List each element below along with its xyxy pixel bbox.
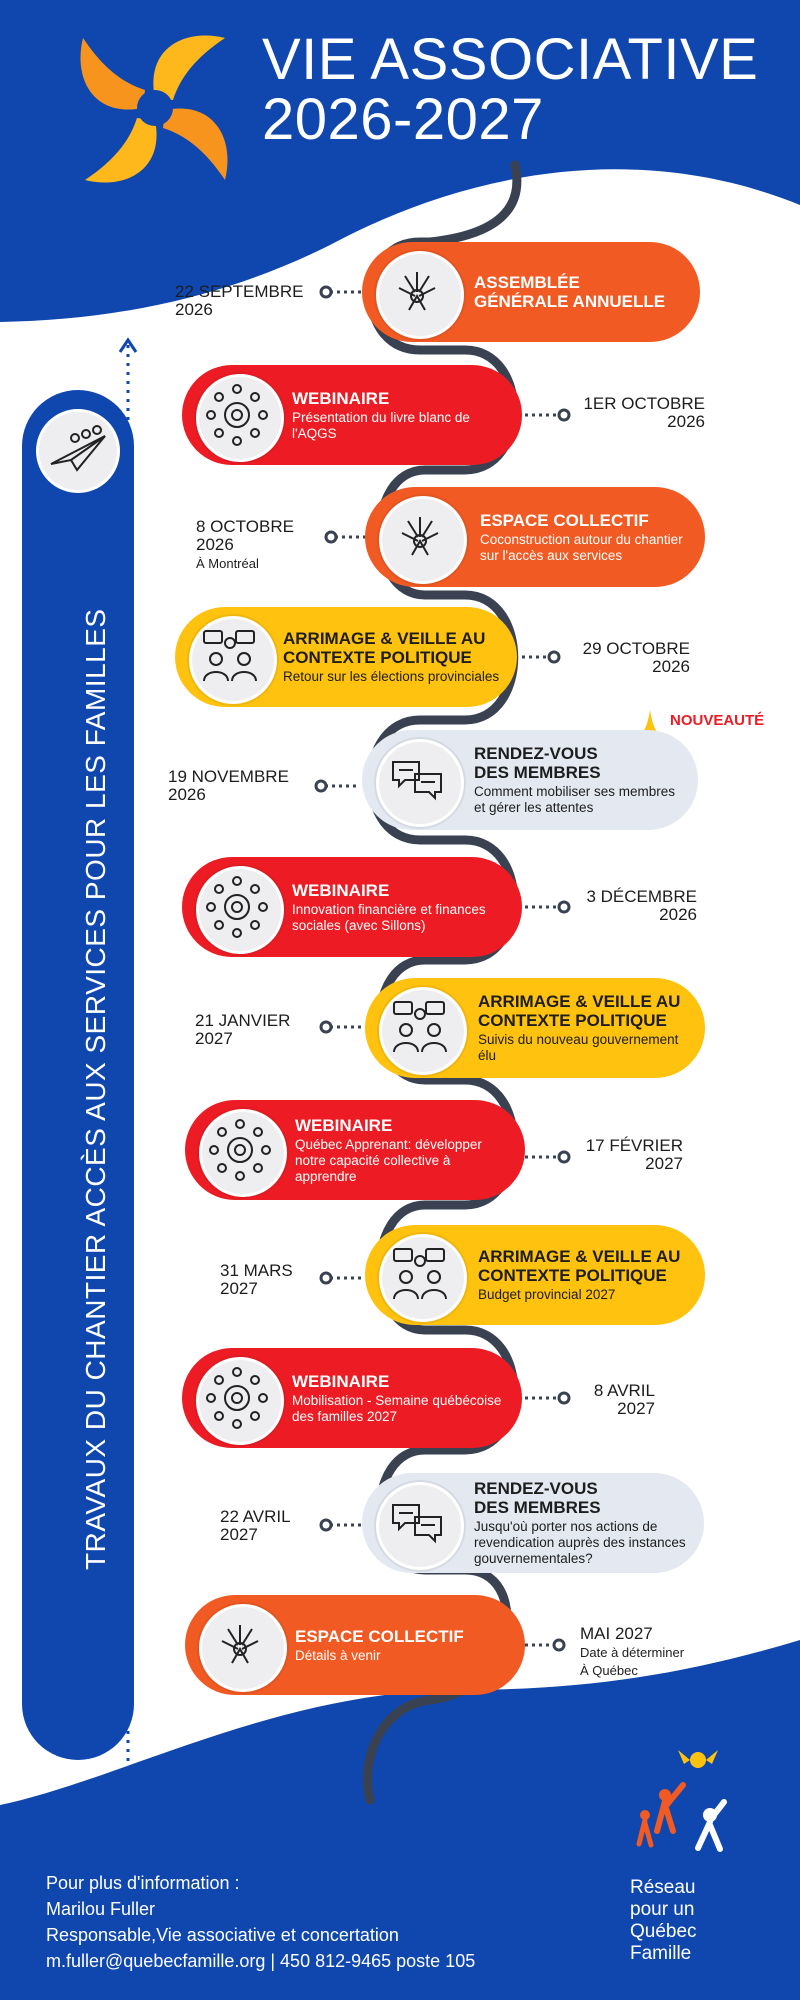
event-description: Suivis du nouveau gouvernement élu: [478, 1032, 679, 1063]
event-description: Innovation financière et finances sociales (avec Sillons): [292, 901, 486, 933]
org-line-2: pour un: [630, 1899, 695, 1920]
event-card-7: [365, 978, 705, 1078]
org-line-4: Famille: [630, 1943, 692, 1964]
page-title: [262, 27, 759, 152]
event-description: Coconstruction autour du chantier sur l'accès aux services: [480, 531, 683, 563]
event-date-3: 8 OCTOBRE 2026 À Montréal: [196, 517, 294, 571]
event-date-9b: 8 AVRIL 2027: [593, 1381, 655, 1418]
sidebar-label: TRAVAUX DU CHANTIER ACCÈS AUX SERVICES POUR LES FAMILLES: [80, 608, 111, 1570]
contact-email-phone[interactable]: m.fuller@quebecfamille.org | 450 812-9465 poste 105: [46, 1951, 476, 1971]
network-gear-icon: [199, 1109, 287, 1197]
event-card-4: [175, 607, 517, 707]
event-date-8: 17 FÉVRIER 2027: [585, 1136, 683, 1173]
event-title: WEBINAIRE: [295, 1115, 393, 1135]
event-title: ARRIMAGE & VEILLE AU CONTEXTE POLITIQUE: [478, 1247, 681, 1285]
org-line-3: Québec: [630, 1921, 697, 1942]
event-date-4: 29 OCTOBRE 2026: [582, 639, 690, 676]
event-date-1: 22 SEPTEMBRE 2026: [175, 282, 304, 319]
contact-name: Marilou Fuller: [46, 1899, 156, 1919]
event-date-6: 3 DÉCEMBRE 2026: [586, 887, 697, 924]
event-description: Comment mobiliser ses membres et gérer les attentes: [474, 784, 676, 815]
title-line-1: VIE ASSOCIATIVE: [262, 27, 759, 92]
event-date-9: 31 MARS 2027: [220, 1261, 293, 1298]
event-card-10: [182, 1348, 522, 1448]
event-description: Jusqu'où porter nos actions de revendication auprès des instances gouvernementales?: [474, 1519, 686, 1566]
event-card-3: [365, 487, 705, 587]
event-description: Détails à venir: [295, 1647, 381, 1663]
chat-bubbles-icon: [376, 1482, 464, 1570]
paper-plane-group-icon: [39, 412, 117, 490]
new-badge: NOUVEAUTÉ: [670, 712, 765, 729]
hands-together-icon: [199, 1604, 287, 1692]
organization-name: [630, 1877, 697, 1965]
event-card-9: [365, 1225, 705, 1325]
people-discussion-icon: [189, 616, 277, 704]
event-card-1: [362, 242, 700, 342]
event-title: WEBINAIRE: [292, 388, 390, 408]
chat-bubbles-icon: [376, 739, 464, 827]
people-discussion-icon: [379, 987, 467, 1075]
event-title: RENDEZ-VOUS DES MEMBRES: [474, 744, 601, 782]
event-card-8: [185, 1100, 525, 1200]
contact-intro: Pour plus d'information :: [46, 1873, 240, 1893]
event-title: WEBINAIRE: [292, 880, 390, 900]
event-title: RENDEZ-VOUS DES MEMBRES: [474, 1479, 601, 1517]
event-card-6: [182, 857, 522, 957]
event-description: Québec Apprenant: développer notre capacité collective à apprendre: [295, 1136, 482, 1184]
event-description: Retour sur les élections provinciales: [283, 669, 500, 684]
people-discussion-icon: [379, 1234, 467, 1322]
event-card-12: [185, 1595, 525, 1695]
event-title: ESPACE COLLECTIF: [480, 510, 649, 530]
sidebar-icon-circle: [36, 409, 120, 493]
event-description: Budget provincial 2027: [478, 1287, 616, 1302]
event-date-7: 21 JANVIER 2027: [195, 1011, 291, 1048]
event-title: WEBINAIRE: [292, 1371, 390, 1391]
event-date-2: 1ER OCTOBRE 2026: [583, 394, 705, 431]
event-card-2: [182, 365, 522, 465]
event-title: ARRIMAGE & VEILLE AU CONTEXTE POLITIQUE: [283, 629, 486, 667]
network-gear-icon: [196, 374, 284, 462]
event-card-11: [362, 1473, 704, 1573]
network-gear-icon: [196, 866, 284, 954]
hands-together-icon: [376, 251, 464, 339]
event-title: ESPACE COLLECTIF: [295, 1626, 464, 1646]
sidebar-band: [22, 390, 134, 1760]
contact-info: [46, 1870, 475, 1974]
event-description: Mobilisation - Semaine québécoise des familles 2027: [292, 1392, 502, 1424]
event-title: ASSEMBLÉE GÉNÉRALE ANNUELLE: [474, 273, 666, 311]
event-card-5: [362, 730, 698, 830]
event-date-11: 22 AVRIL 2027: [220, 1507, 291, 1544]
event-date-5: 19 NOVEMBRE 2026: [168, 767, 289, 804]
event-description: Présentation du livre blanc de l'AQGS: [292, 409, 470, 441]
contact-role: Responsable,Vie associative et concertation: [46, 1925, 399, 1945]
hands-together-icon: [379, 496, 467, 584]
event-date-12: MAI 2027 Date à déterminer À Québec: [580, 1624, 685, 1678]
org-line-1: Réseau: [630, 1877, 696, 1898]
network-gear-icon: [196, 1357, 284, 1445]
title-line-2: 2026-2027: [262, 87, 544, 152]
event-title: ARRIMAGE & VEILLE AU CONTEXTE POLITIQUE: [478, 992, 681, 1030]
